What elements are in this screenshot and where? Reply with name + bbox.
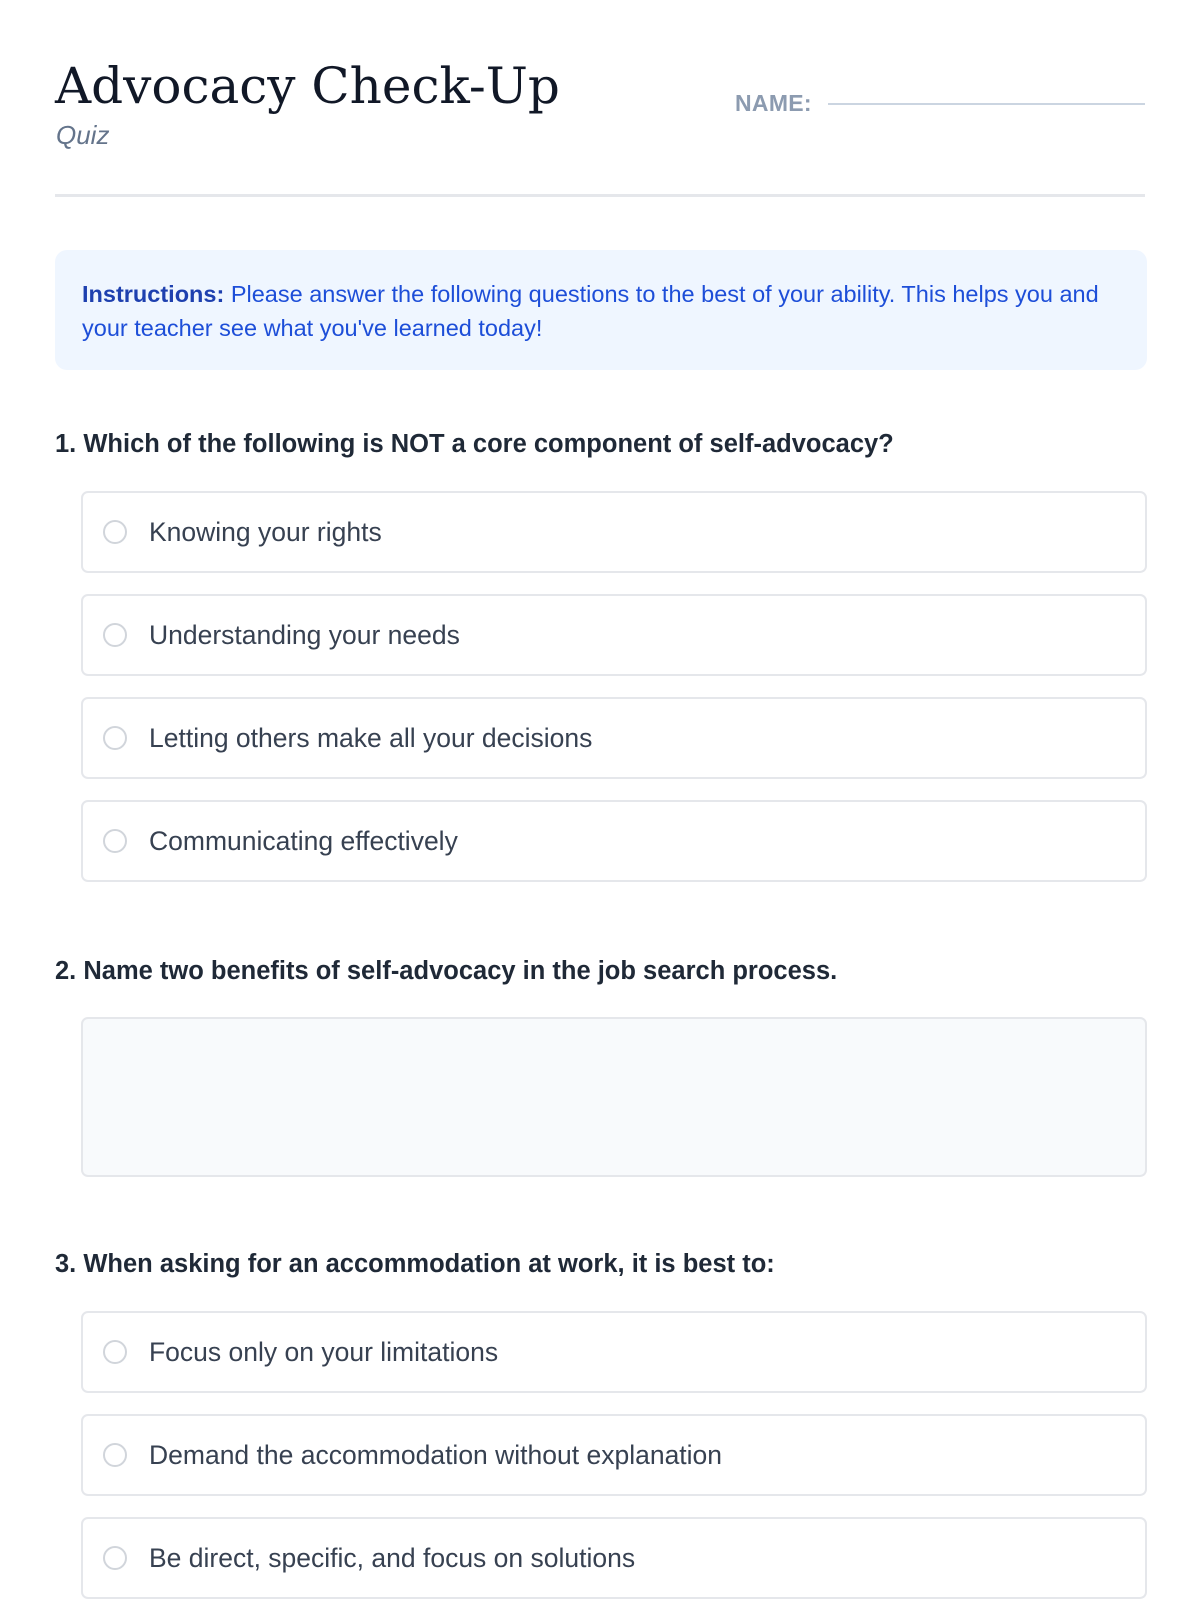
question-2-answer-field[interactable] bbox=[81, 1017, 1147, 1177]
radio-button[interactable] bbox=[103, 726, 127, 750]
question-1-option-3[interactable] bbox=[81, 697, 1147, 779]
radio-button[interactable] bbox=[103, 1340, 127, 1364]
radio-button[interactable] bbox=[103, 1546, 127, 1570]
option-label: Communicating effectively bbox=[149, 826, 458, 856]
question-3-option-3[interactable] bbox=[81, 1517, 1147, 1599]
question-1-option-1[interactable] bbox=[81, 491, 1147, 573]
question-1-text: 1. Which of the following is NOT a core component of self-advocacy? bbox=[55, 430, 894, 458]
question-3-option-1[interactable] bbox=[81, 1311, 1147, 1393]
page-title: Advocacy Check-Up bbox=[55, 57, 560, 115]
question-1-option-4[interactable] bbox=[81, 800, 1147, 882]
radio-button[interactable] bbox=[103, 623, 127, 647]
question-3-option-2[interactable] bbox=[81, 1414, 1147, 1496]
instructions-box bbox=[55, 250, 1147, 370]
question-3-text: 3. When asking for an accommodation at work, it is best to: bbox=[55, 1250, 775, 1278]
instructions-label: Instructions: bbox=[82, 281, 225, 307]
radio-button[interactable] bbox=[103, 829, 127, 853]
radio-button[interactable] bbox=[103, 1443, 127, 1467]
radio-button[interactable] bbox=[103, 520, 127, 544]
option-label: Knowing your rights bbox=[149, 517, 382, 547]
option-label: Understanding your needs bbox=[149, 620, 460, 650]
question-2-text: 2. Name two benefits of self-advocacy in the job search process. bbox=[55, 957, 838, 985]
option-label: Demand the accommodation without explanation bbox=[149, 1440, 723, 1470]
page-subtitle: Quiz bbox=[56, 120, 110, 150]
instructions-text: Please answer the following questions to the best of your ability. This helps you and your teacher see what you've learned today! bbox=[82, 281, 1099, 341]
question-1-options bbox=[81, 491, 1147, 903]
name-field-line[interactable] bbox=[828, 103, 1145, 105]
name-label: NAME: bbox=[735, 90, 812, 116]
option-label: Focus only on your limitations bbox=[149, 1337, 499, 1367]
question-1-option-2[interactable] bbox=[81, 594, 1147, 676]
quiz-header bbox=[55, 0, 1145, 197]
question-3-options bbox=[81, 1311, 1147, 1620]
option-label: Letting others make all your decisions bbox=[149, 723, 593, 753]
option-label: Be direct, specific, and focus on solutions bbox=[149, 1543, 636, 1573]
